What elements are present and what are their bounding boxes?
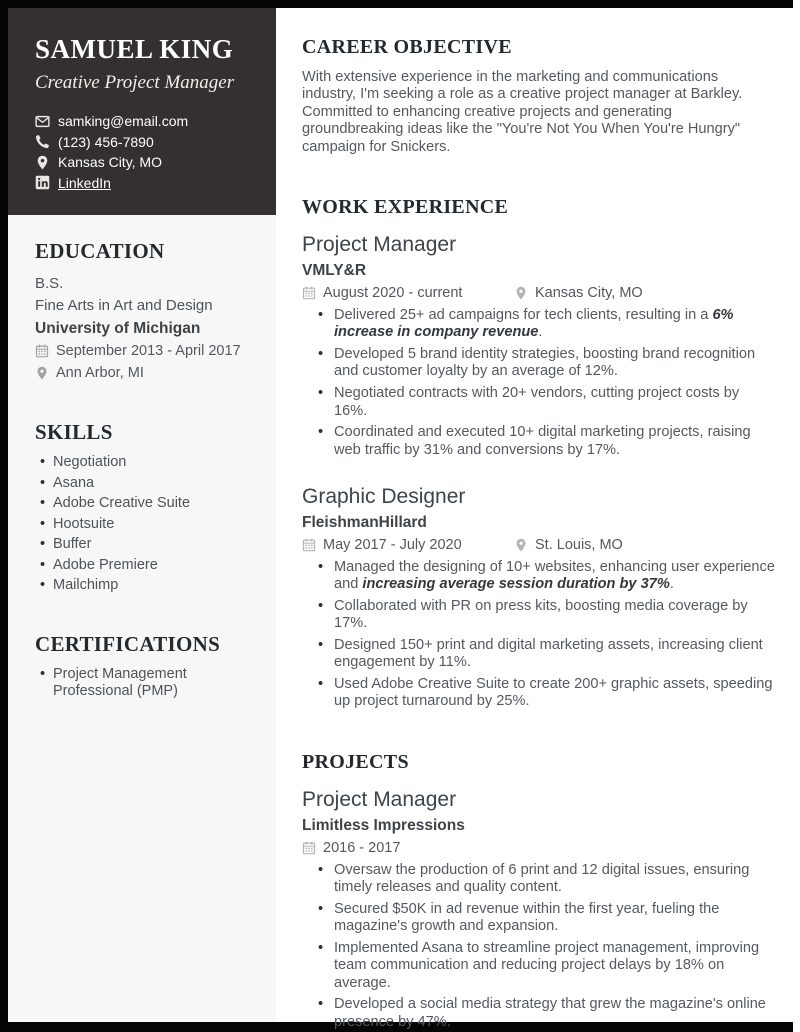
job-location: [514, 285, 643, 301]
skills-list: [35, 454, 258, 594]
location-pin-icon: [514, 286, 528, 300]
skill-item: • Mailchimp: [53, 577, 258, 594]
project-entry: [302, 788, 775, 1031]
education-field: Fine Arts in Art and Design: [35, 297, 213, 314]
skill-item: • Asana: [53, 475, 258, 492]
projects-heading: PROJECTS: [302, 750, 409, 773]
contact-phone: [35, 132, 258, 153]
main-content: [276, 8, 793, 1030]
project-title: Project Manager: [302, 787, 457, 811]
skill-item: • Adobe Creative Suite: [53, 495, 258, 512]
linkedin-icon: [35, 175, 50, 190]
contact-location: [35, 152, 258, 173]
job-bullet: • Developed 5 brand identity strategies, boosting brand recognition and customer loyalty by an average of 12%.: [334, 346, 775, 381]
job-bullet: • Managed the designing of 10+ websites, enhancing user experience and increasing average session duration by 37%.: [334, 559, 775, 594]
contact-location-label: Kansas City, MO: [58, 154, 162, 171]
job-bullet-list: [302, 307, 775, 459]
sidebar-body: [8, 215, 276, 704]
job-company: VMLY&R: [302, 262, 367, 280]
job-bullet: • Negotiated contracts with 20+ vendors, cutting project costs by 16%.: [334, 385, 775, 420]
education-school: University of Michigan: [35, 320, 201, 337]
project-bullet: • Secured $50K in ad revenue within the first year, fueling the magazine's growth and expansion.: [334, 901, 775, 936]
skill-item: • Adobe Premiere: [53, 557, 258, 574]
project-org: Limitless Impressions: [302, 816, 465, 834]
certifications-heading: CERTIFICATIONS: [35, 632, 221, 656]
location-pin-icon: [35, 155, 50, 170]
contact-list: [35, 111, 258, 193]
sidebar: [8, 8, 276, 1022]
contact-email-label: samking@email.com: [58, 113, 189, 130]
projects-section: [302, 751, 775, 1031]
project-bullet: • Developed a social media strategy that grew the magazine's online presence by 47%.: [334, 996, 775, 1031]
calendar-icon: [302, 286, 316, 300]
education-location-label: Ann Arbor, MI: [56, 365, 144, 381]
project-bullet: • Oversaw the production of 6 print and 12 digital issues, ensuring timely releases and quality content.: [334, 862, 775, 897]
job-bullet: • Collaborated with PR on press kits, boosting media coverage by 17%.: [334, 598, 775, 633]
job-dates: [302, 537, 514, 553]
education-section: [35, 239, 258, 384]
calendar-icon: [302, 841, 316, 855]
location-pin-icon: [35, 366, 49, 380]
job-entry: [302, 233, 775, 459]
job-meta: [302, 285, 775, 301]
job-bullet: • Used Adobe Creative Suite to create 200+ graphic assets, speeding up project turnaround by 25%.: [334, 676, 775, 711]
location-pin-icon: [514, 538, 528, 552]
envelope-icon: [35, 114, 50, 129]
education-dates-label: September 2013 - April 2017: [56, 343, 241, 359]
certifications-section: [35, 632, 258, 700]
job-dates: [302, 285, 514, 301]
job-location: [514, 537, 623, 553]
job-bullet: • Delivered 25+ ad campaigns for tech clients, resulting in a 6% increase in company revenue.: [334, 307, 775, 342]
education-dates: [35, 340, 258, 362]
contact-email: [35, 111, 258, 132]
sidebar-header: [8, 8, 276, 215]
job-entry: [302, 485, 775, 711]
skills-section: [35, 420, 258, 594]
contact-phone-label: (123) 456-7890: [58, 133, 154, 150]
job-title: Graphic Designer: [302, 484, 466, 508]
education-location: [35, 362, 258, 384]
career-objective-heading: CAREER OBJECTIVE: [302, 36, 512, 58]
project-bullet-list: [302, 862, 775, 1031]
job-bullet: • Designed 150+ print and digital marketing assets, increasing client engagement by 11%.: [334, 637, 775, 672]
linkedin-link[interactable]: LinkedIn: [58, 174, 111, 191]
career-objective-text: With extensive experience in the marketing and communications industry, I'm seeking a role as a creative project manager at Barkley. Committed to enhancing creative projects and generating groundbreaking ideas like the "You're Not You When You're Hungry" campaign for Snickers.: [302, 69, 743, 155]
work-experience-heading: WORK EXPERIENCE: [302, 196, 509, 219]
phone-icon: [35, 134, 50, 149]
career-objective-section: [302, 36, 775, 156]
project-dates: [302, 840, 514, 856]
calendar-icon: [302, 538, 316, 552]
education-heading: EDUCATION: [35, 239, 165, 263]
contact-linkedin: [35, 173, 258, 194]
job-dates-label: May 2017 - July 2020: [323, 536, 462, 553]
job-location-label: St. Louis, MO: [535, 536, 623, 553]
skills-heading: SKILLS: [35, 420, 113, 444]
person-name: SAMUEL KING: [35, 34, 234, 64]
job-bullet: • Coordinated and executed 10+ digital marketing projects, raising web traffic by 31% and conversions by 17%.: [334, 424, 775, 459]
job-dates-label: August 2020 - current: [323, 285, 463, 302]
calendar-icon: [35, 344, 49, 358]
certifications-list: [35, 666, 228, 700]
skill-item: • Hootsuite: [53, 516, 258, 533]
skill-item: • Buffer: [53, 536, 258, 553]
job-location-label: Kansas City, MO: [535, 285, 643, 302]
job-meta: [302, 537, 775, 553]
person-job-title: Creative Project Manager: [35, 72, 235, 93]
project-meta: [302, 840, 775, 856]
project-dates-label: 2016 - 2017: [323, 839, 401, 856]
certification-item: • Project Management Professional (PMP): [53, 666, 228, 700]
job-title: Project Manager: [302, 233, 457, 257]
project-bullet: • Implemented Asana to streamline project management, improving team communication and reducing project delays by 18% on average.: [334, 940, 775, 992]
work-experience-section: [302, 196, 775, 711]
job-company: FleishmanHillard: [302, 513, 427, 531]
job-bullet-list: [302, 559, 775, 711]
skill-item: • Negotiation: [53, 454, 258, 471]
education-degree: B.S.: [35, 275, 64, 292]
